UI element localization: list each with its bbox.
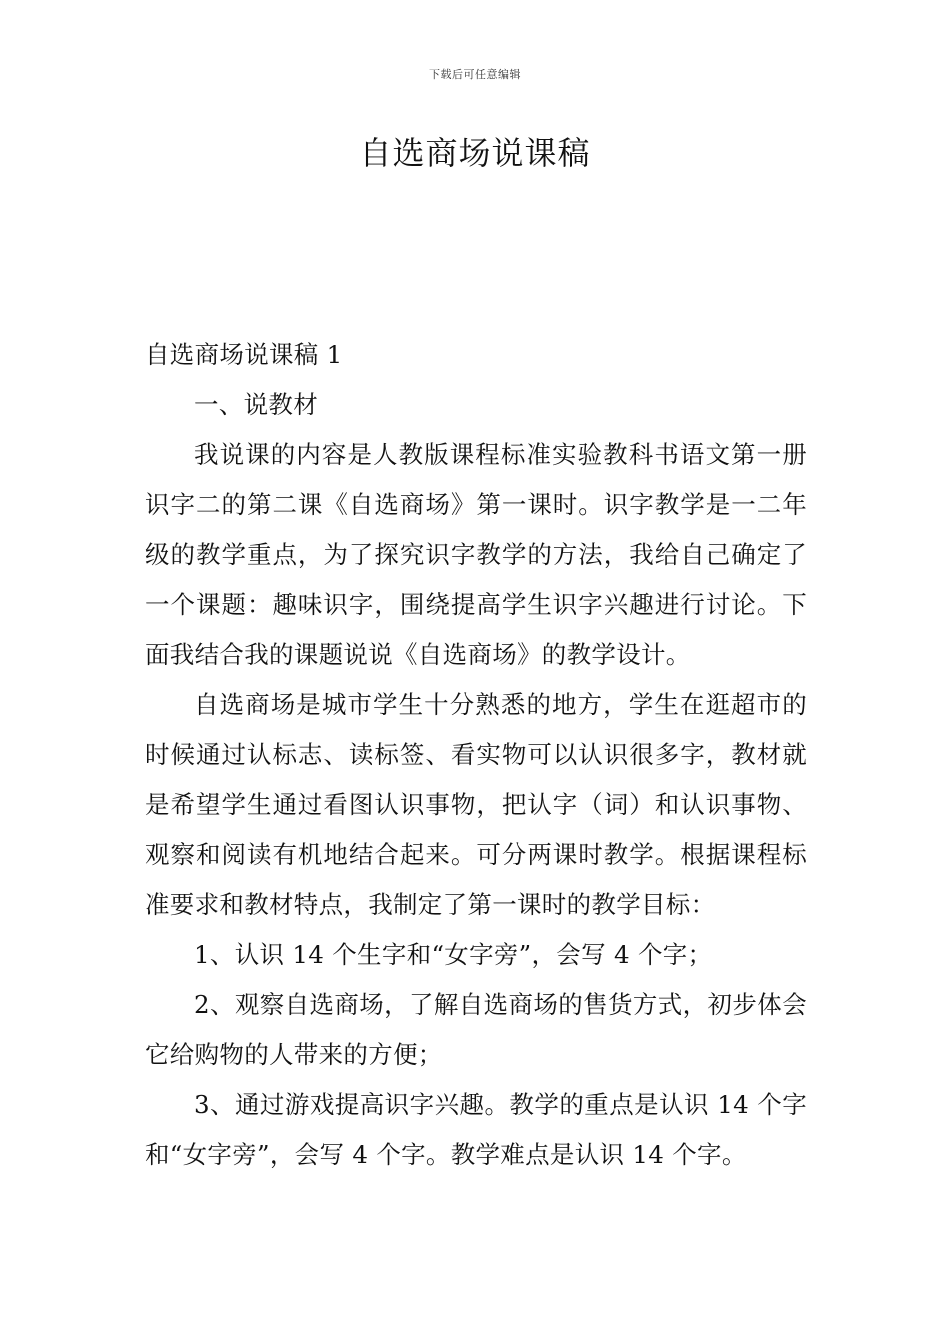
subsection-heading: 一、说教材 xyxy=(194,390,318,419)
header-note: 下载后可任意编辑 xyxy=(429,68,521,81)
paragraph: 我说课的内容是人教版课程标准实验教科书语文第一册识字二的第二课《自选商场》第一课时。识字教学是一二年级的教学重点，为了探究识字教学的方法，我给自己确定了一个课题：趣味识字，围绕提高学生识字兴趣进行讨论。下面我结合我的课题说说《自选商场》的教学设计。 xyxy=(145,440,807,669)
list-item: 1、认识 14 个生字和“女字旁”，会写 4 个字； xyxy=(194,940,713,969)
list-item: 3、通过游戏提高识字兴趣。教学的重点是认识 14 个字和“女字旁”，会写 4 个字。教学难点是认识 14 个字。 xyxy=(145,1090,807,1169)
paragraph: 自选商场是城市学生十分熟悉的地方，学生在逛超市的时候通过认标志、读标签、看实物可以认识很多字，教材就是希望学生通过看图认识事物，把认字（词）和认识事物、观察和阅读有机地结合起来。可分两课时教学。根据课程标准要求和教材特点，我制定了第一课时的教学目标： xyxy=(145,690,807,919)
document-title: 自选商场说课稿 xyxy=(359,134,591,172)
document-body xyxy=(145,330,807,1180)
section-heading: 自选商场说课稿 1 xyxy=(145,340,343,369)
list-item: 2、观察自选商场，了解自选商场的售货方式，初步体会它给购物的人带来的方便； xyxy=(145,990,807,1069)
